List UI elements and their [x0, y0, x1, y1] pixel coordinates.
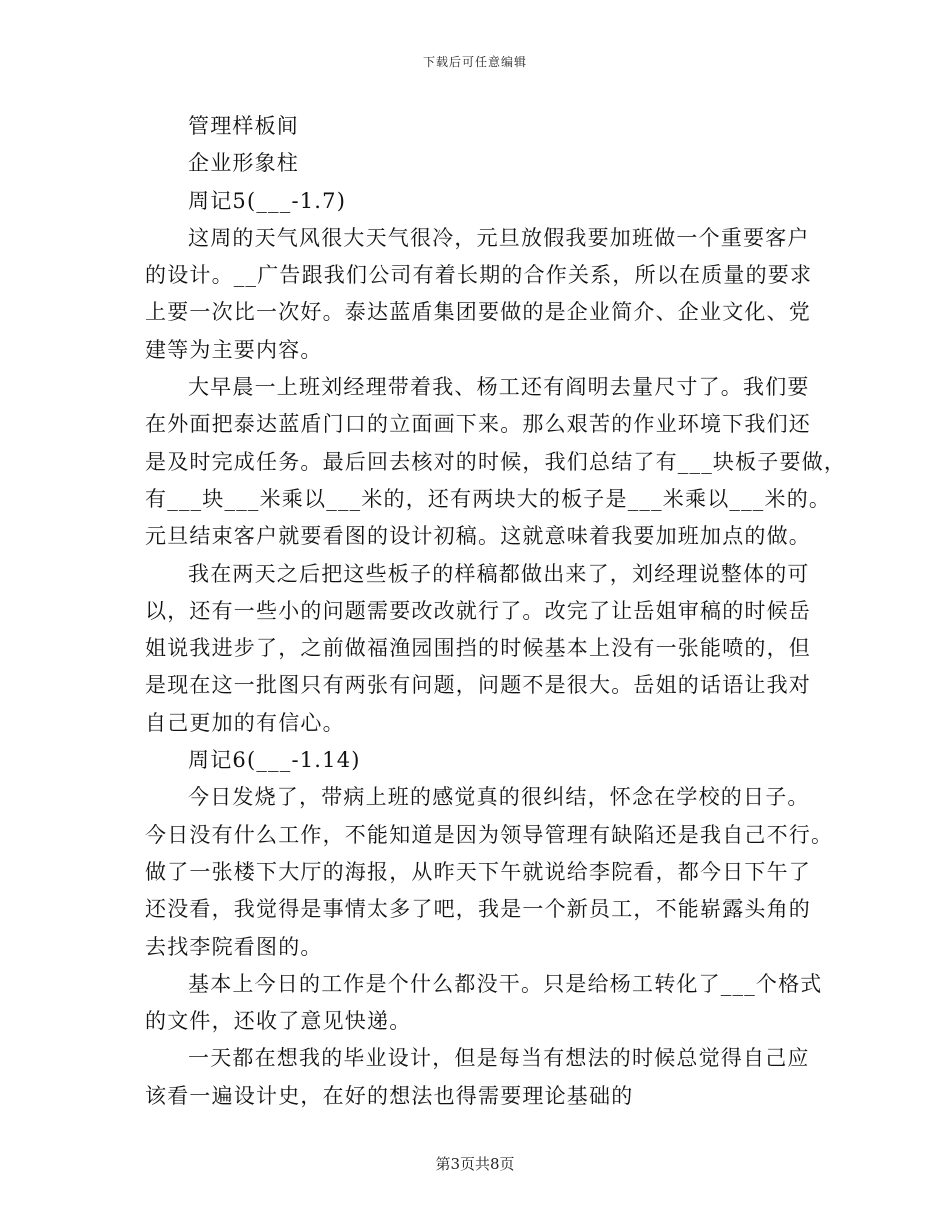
text-line: 还没看，我觉得是事情太多了吧，我是一个新员工，不能崭露头角的: [145, 897, 811, 922]
text-line: 今日没有什么工作，不能知道是因为领导管理有缺陷还是我自己不行。: [145, 822, 834, 847]
page-header-note: 下载后可任意编辑: [422, 55, 527, 69]
text-line: 周记5(___-1.7): [188, 188, 347, 213]
text-line: 的设计。__广告跟我们公司有着长期的合作关系，所以在质量的要求: [145, 263, 813, 288]
text-line: 周记6(___-1.14): [188, 748, 361, 773]
text-line: 是现在这一批图只有两张有问题，问题不是很大。岳姐的话语让我对: [145, 673, 811, 698]
text-line: 有___块___米乘以___米的，还有两块大的板子是___米乘以___米的。: [145, 486, 832, 511]
text-line: 的文件，还收了意见快递。: [145, 1009, 412, 1034]
text-line: 企业形象柱: [188, 151, 299, 176]
text-line: 自己更加的有信心。: [145, 710, 345, 735]
text-line: 基本上今日的工作是个什么都没干。只是给杨工转化了___个格式: [188, 971, 823, 996]
text-line: 以，还有一些小的问题需要改改就行了。改完了让岳姐审稿的时候岳: [145, 598, 811, 623]
text-line: 大早晨一上班刘经理带着我、杨工还有阎明去量尺寸了。我们要: [188, 375, 810, 400]
text-line: 是及时完成任务。最后回去核对的时候，我们总结了有___块板子要做，: [145, 449, 847, 474]
text-line: 元旦结束客户就要看图的设计初稿。这就意味着我要加班加点的做。: [145, 524, 811, 549]
text-line: 建等为主要内容。: [145, 337, 323, 362]
text-line: 一天都在想我的毕业设计，但是每当有想法的时候总觉得自己应: [188, 1046, 810, 1071]
text-line: 我在两天之后把这些板子的样稿都做出来了，刘经理说整体的可: [188, 561, 810, 586]
text-line: 做了一张楼下大厅的海报，从昨天下午就说给李院看，都今日下午了: [145, 859, 811, 884]
document-body: [145, 108, 847, 1115]
text-line: 在外面把泰达蓝盾门口的立面画下来。那么艰苦的作业环境下我们还: [145, 412, 811, 437]
text-line: 上要一次比一次好。泰达蓝盾集团要做的是企业简介、企业文化、党: [145, 300, 811, 325]
text-line: 该看一遍设计史，在好的想法也得需要理论基础的: [145, 1083, 634, 1108]
text-line: 这周的天气风很大天气很冷，元旦放假我要加班做一个重要客户: [188, 225, 810, 250]
text-line: 管理样板间: [188, 114, 299, 138]
text-line: 姐说我进步了，之前做福渔园围挡的时候基本上没有一张能喷的，但: [145, 636, 811, 661]
text-line: 去找李院看图的。: [145, 934, 323, 959]
page-number-footer: 第3页共8页: [435, 1155, 515, 1173]
text-line: 今日发烧了，带病上班的感觉真的很纠结，怀念在学校的日子。: [188, 785, 810, 810]
